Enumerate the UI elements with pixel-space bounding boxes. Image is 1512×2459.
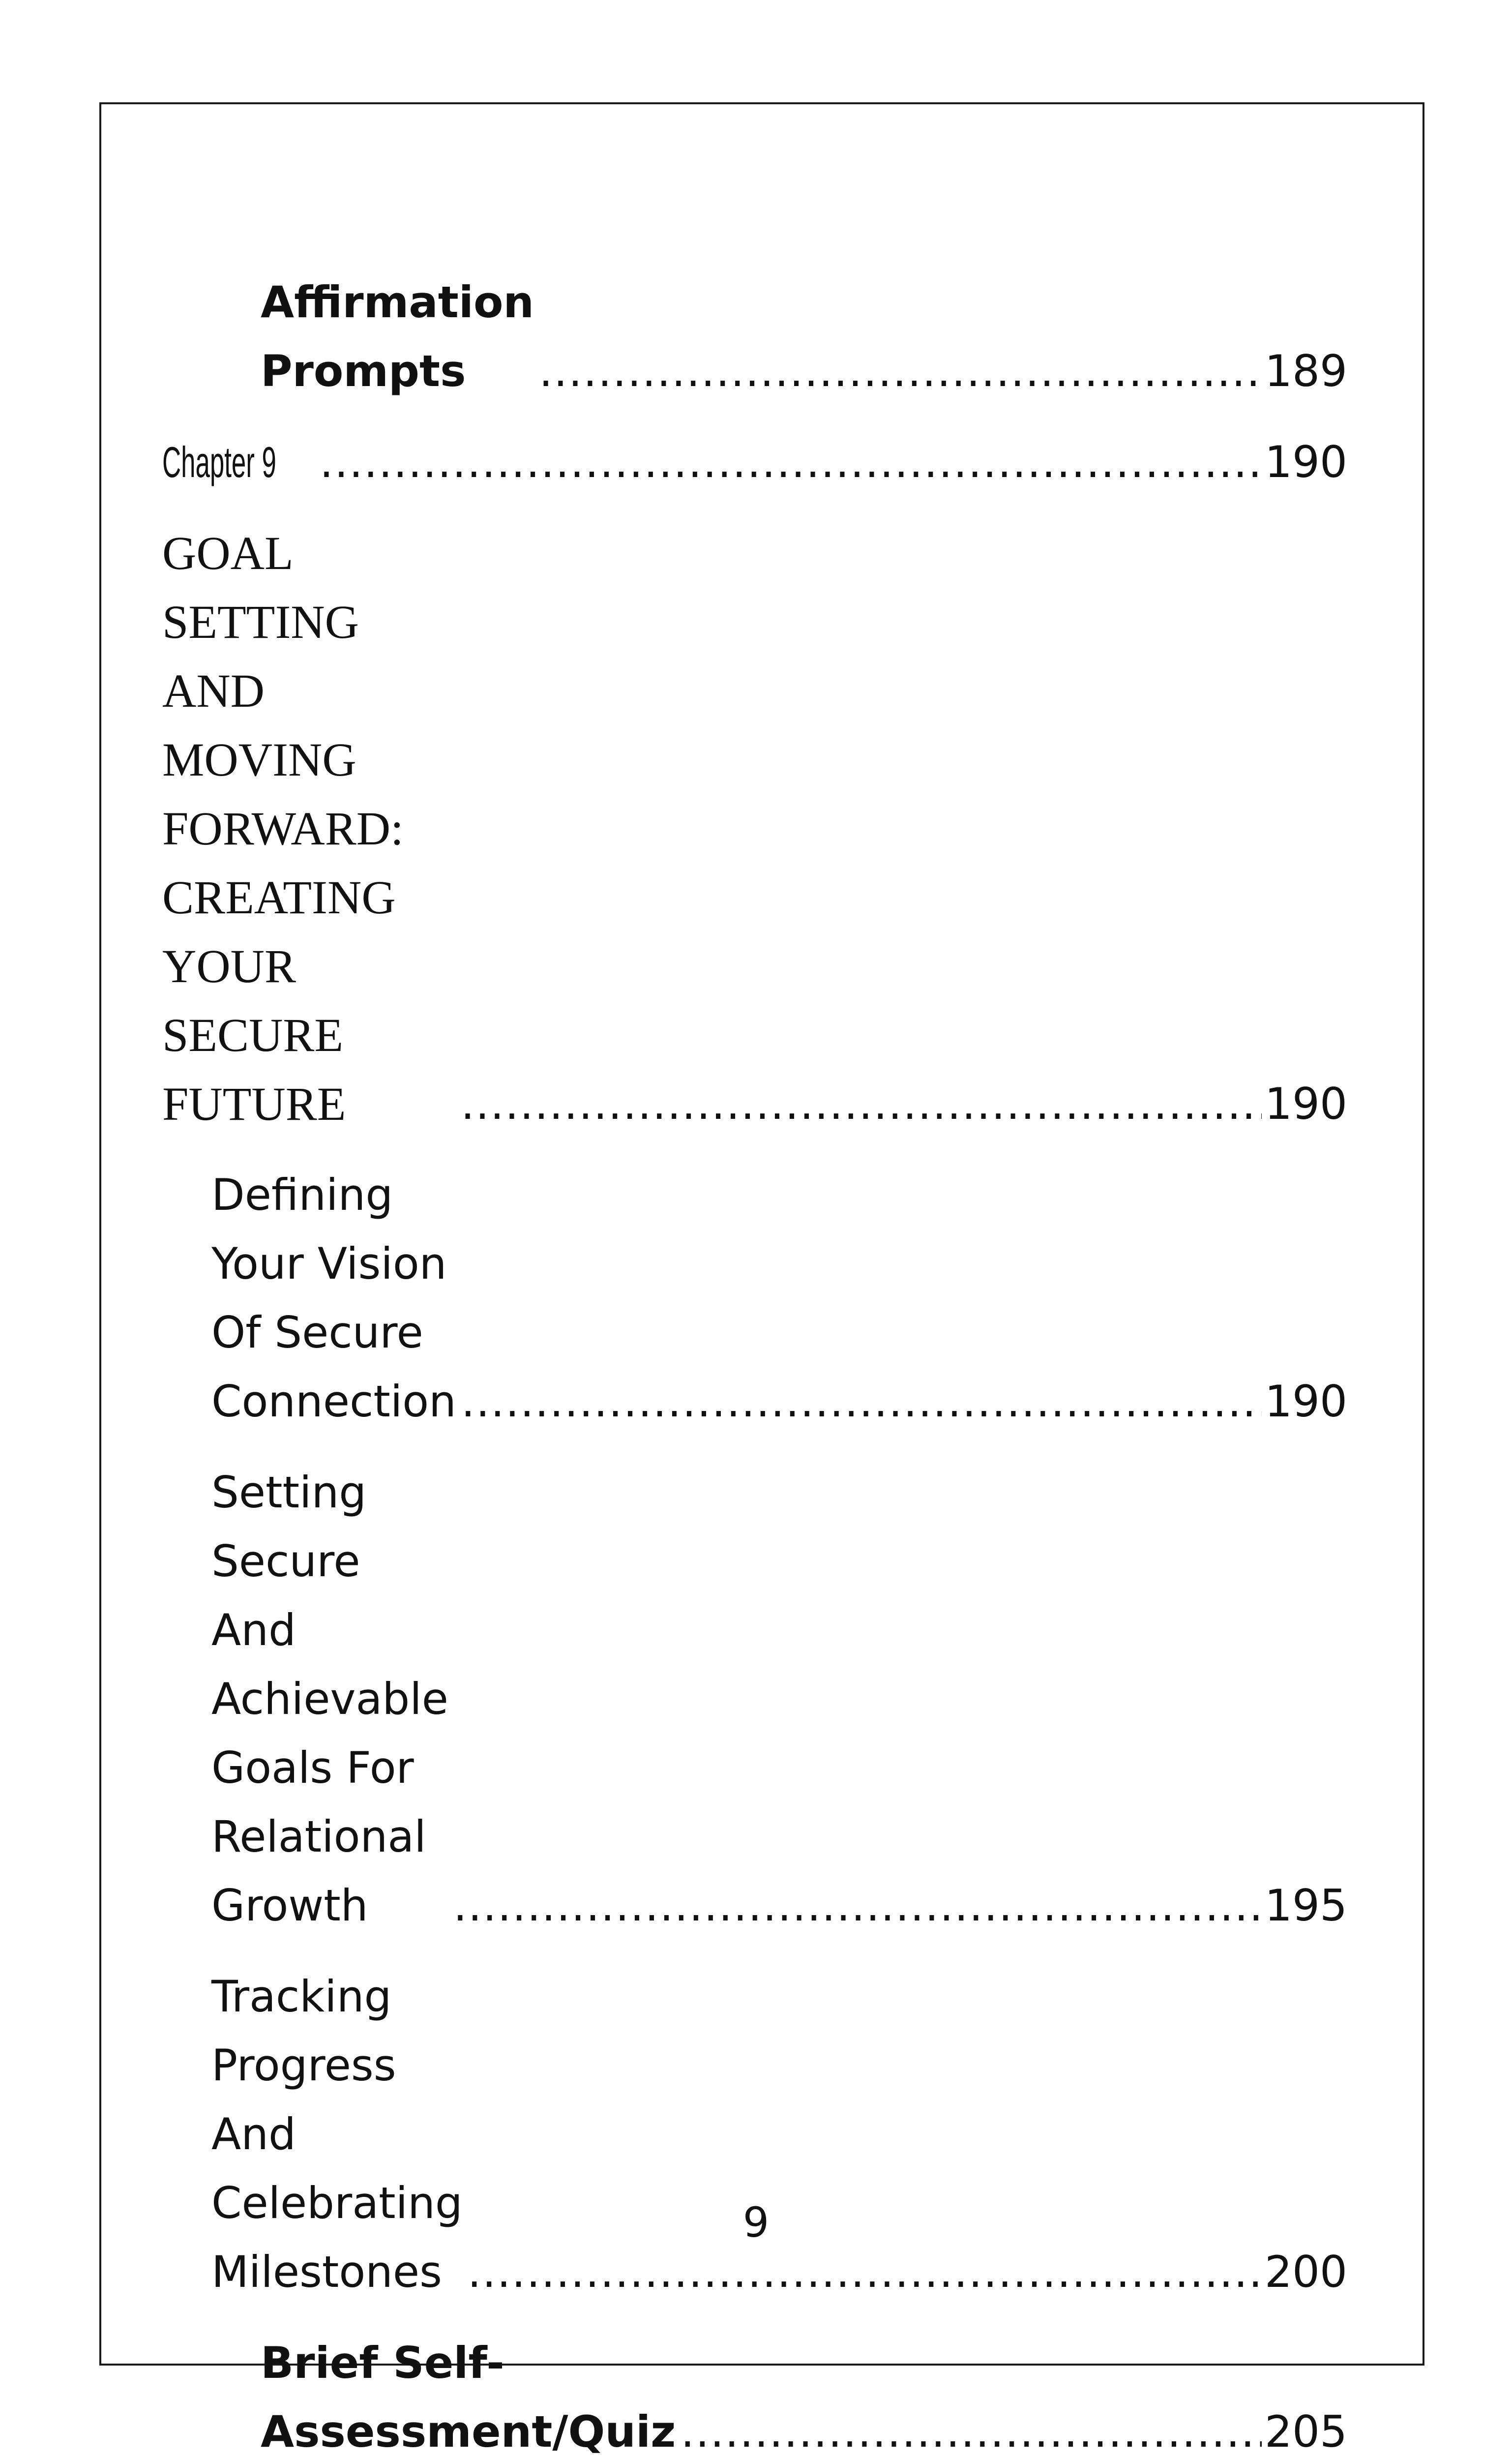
- dot-leader: [320, 428, 1262, 497]
- toc-entry-title: Setting Secure And Achievable Goals For Relational Growth: [211, 1467, 448, 1931]
- toc-entry-affirmation-prompts-189[interactable]: [162, 268, 1347, 406]
- dot-leader: [539, 337, 1262, 406]
- dot-leader: [461, 1367, 1262, 1436]
- dot-leader: [468, 2238, 1262, 2307]
- toc-entry-title: Brief Self-Assessment/Quiz: [261, 2338, 676, 2457]
- toc-entry-title: GOAL SETTING AND MOVING FORWARD: CREATING YOUR SECURE FUTURE: [162, 527, 404, 1130]
- toc-entry-title: Affirmation Prompts: [261, 277, 534, 396]
- toc-entry-page: 189: [1265, 346, 1347, 396]
- toc-entry-title: Chapter 9: [162, 438, 276, 486]
- dot-leader: [681, 2398, 1262, 2459]
- toc-entry-page: 195: [1265, 1880, 1347, 1931]
- toc-entry-page: 205: [1265, 2406, 1347, 2457]
- toc-entry-title: Defining Your Vision Of Secure Connection: [211, 1170, 456, 1427]
- toc-entry-chapter-9[interactable]: [162, 428, 1347, 497]
- toc-entry-page: 190: [1265, 437, 1347, 487]
- toc-entry-chapter-9-title[interactable]: [162, 519, 1347, 1139]
- dot-leader: [461, 1070, 1262, 1139]
- dot-leader: [453, 1871, 1262, 1940]
- toc-entry-setting-goals[interactable]: [162, 1458, 1347, 1940]
- toc-entry-defining-vision[interactable]: [162, 1161, 1347, 1436]
- toc-entry-title: Tracking Progress And Celebrating Milestones: [211, 1971, 463, 2297]
- toc-entry-page: 190: [1265, 1079, 1347, 1129]
- toc-entry-page: 190: [1265, 1376, 1347, 1427]
- table-of-contents: [162, 268, 1347, 2459]
- toc-entry-tracking-progress[interactable]: [162, 1962, 1347, 2307]
- page-number: 9: [742, 2198, 770, 2247]
- toc-entry-page: 200: [1265, 2247, 1347, 2297]
- toc-entry-self-assessment[interactable]: [162, 2329, 1347, 2459]
